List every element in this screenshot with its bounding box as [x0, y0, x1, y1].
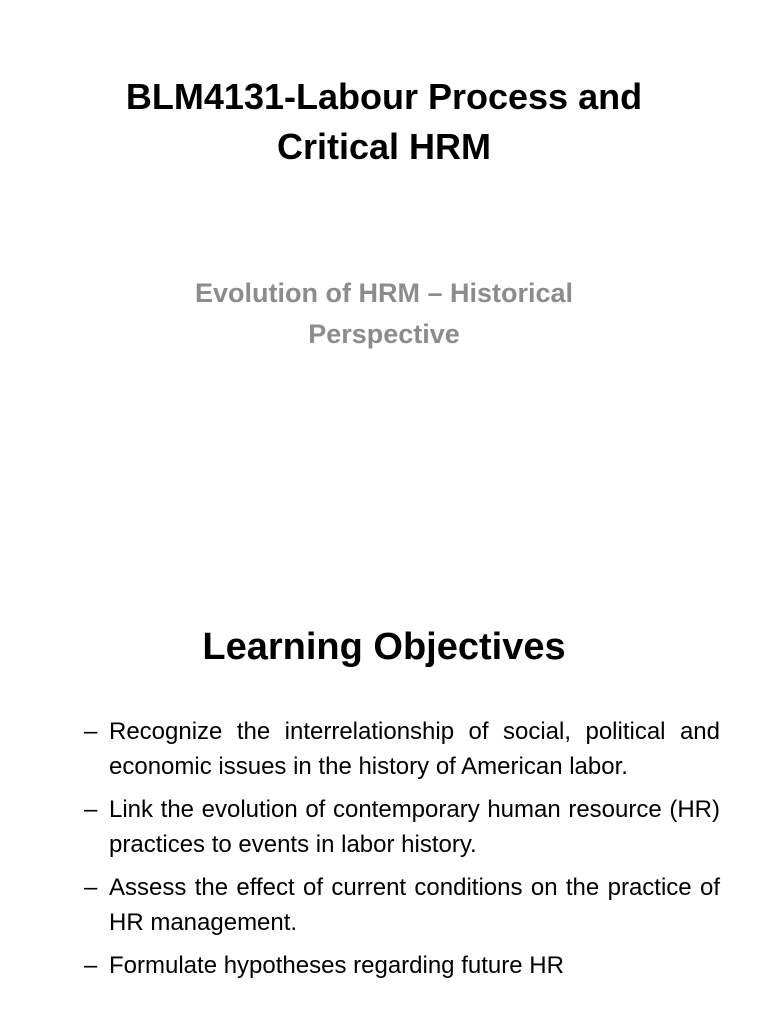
course-subtitle-line-2: Perspective — [308, 319, 460, 349]
objective-text: Assess the effect of current conditions on the practice of HR management. — [109, 874, 720, 936]
objective-text: Link the evolution of contemporary human resource (HR) practices to events in labor history. — [109, 796, 720, 858]
objective-text: Formulate hypotheses regarding future HR — [109, 952, 564, 979]
dash-bullet: – — [84, 952, 98, 979]
slide-heading: Learning Objectives — [202, 626, 566, 668]
list-item — [84, 792, 720, 862]
objectives-list — [84, 714, 720, 991]
course-subtitle — [134, 273, 634, 355]
slide-learning-objectives — [0, 560, 768, 1024]
dash-bullet: – — [84, 874, 98, 901]
objective-text: Recognize the interrelationship of social, political and economic issues in the history of American labor. — [109, 718, 720, 780]
list-item — [84, 870, 720, 940]
course-title-line-1: BLM4131-Labour Process and — [125, 76, 643, 117]
list-item — [84, 714, 720, 784]
course-subtitle-line-1: Evolution of HRM – Historical — [194, 278, 574, 308]
dash-bullet: – — [84, 718, 98, 745]
course-title — [84, 72, 684, 172]
course-title-line-2: Critical HRM — [276, 126, 492, 167]
list-item — [84, 948, 720, 983]
dash-bullet: – — [84, 796, 98, 823]
